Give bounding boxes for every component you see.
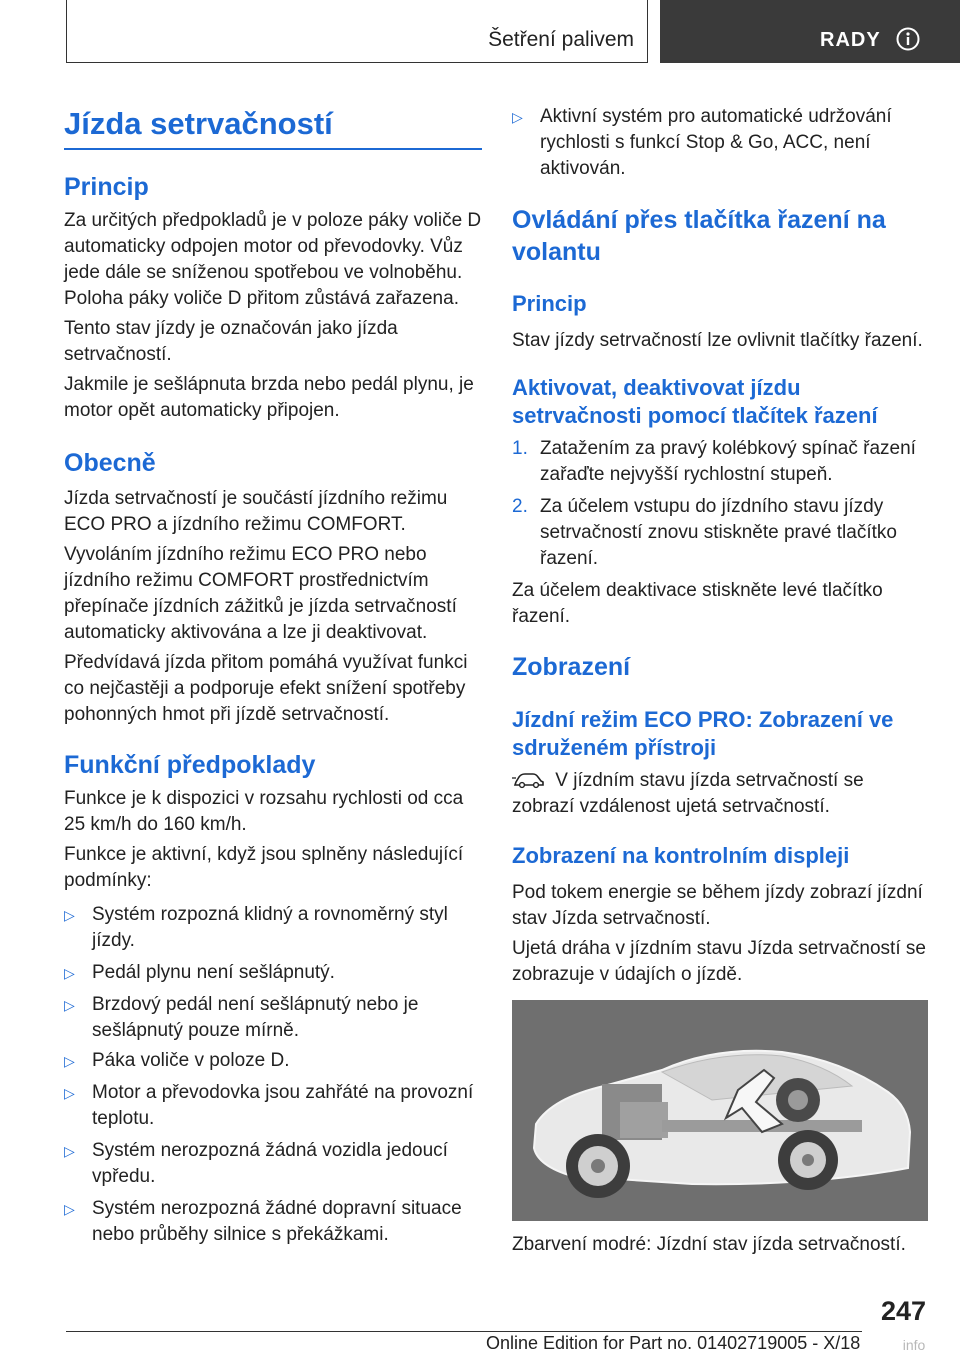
- info-icon: [896, 27, 920, 51]
- heading-aktivovat: Aktivovat, deaktivovat jízdu setrvačnosti pomocí tlačítek řazení: [512, 375, 878, 428]
- paragraph: Stav jízdy setrvačností lze ovlivnit tlačítky řazení.: [512, 330, 923, 351]
- paragraph: Předvídavá jízda přitom pomáhá využívat funkci co nejčastěji a podporuje efekt snížení spotřeby pohonných hmot při jízdě setrvačností.: [64, 652, 468, 725]
- heading-princip: Princip: [64, 173, 149, 201]
- paragraph: Ujetá dráha v jízdním stavu Jízda setrvačností se zobrazuje v údajích o jízdě.: [512, 938, 926, 985]
- page-title: Jízda setrvačností: [64, 106, 333, 141]
- figure-caption: Zbarvení modré: Jízdní stav jízda setrvačností.: [512, 1234, 906, 1255]
- list-item: ▷ Pedál plynu není sešlápnutý.: [64, 960, 482, 986]
- list-item: ▷ Systém nerozpozná žádná vozidla jedoucí vpředu.: [64, 1140, 448, 1187]
- triangle-bullet-icon: ▷: [64, 1053, 75, 1069]
- list-item: ▷ Páka voliče v poloze D.: [64, 1048, 482, 1074]
- list-item: ▷ Systém rozpozná klidný a rovnoměrný styl jízdy.: [64, 904, 448, 951]
- heading-obecne: Obecně: [64, 449, 156, 477]
- paragraph: Vyvoláním jízdního režimu ECO PRO nebo jízdního režimu COMFORT prostřednictvím přepínače jízdních zážitků je jízda setrvačností automaticky aktivována a lze ji deaktivovat.: [64, 544, 457, 643]
- triangle-bullet-icon: ▷: [64, 997, 75, 1013]
- header-brand-bar: [660, 0, 960, 63]
- car-drivetrain-illustration: [512, 1000, 928, 1221]
- heading-princip-2: Princip: [512, 291, 587, 316]
- triangle-bullet-icon: ▷: [64, 1143, 75, 1159]
- step-item: 1. Zatažením za pravý kolébkový spínač řazení zařaďte nejvyšší rychlostní stupeň.: [512, 438, 916, 485]
- edition-footer: Online Edition for Part no. 01402719005 - X/18: [486, 1333, 861, 1353]
- paragraph: Pod tokem energie se během jízdy zobrazí jízdní stav Jízda setrvačností.: [512, 882, 923, 929]
- step-item: 2. Za účelem vstupu do jízdního stavu jízdy setrvačností znovu stiskněte pravé tlačítko řazení.: [512, 496, 897, 569]
- paragraph: Jízda setrvačností je součástí jízdního režimu ECO PRO a jízdního režimu COMFORT.: [64, 488, 448, 535]
- svg-text:info: info: [902, 1337, 926, 1353]
- triangle-bullet-icon: ▷: [64, 965, 75, 981]
- list-item: ▷ Aktivní systém pro automatické udržování rychlosti s funkcí Stop & Go, ACC, není aktivován.: [512, 106, 892, 179]
- brand-label: RADY: [820, 29, 881, 51]
- heading-zobrazeni: Zobrazení: [512, 653, 631, 681]
- triangle-bullet-icon: ▷: [64, 907, 75, 923]
- triangle-bullet-icon: ▷: [512, 109, 523, 125]
- triangle-bullet-icon: ▷: [64, 1085, 75, 1101]
- list-item: ▷ Systém nerozpozná žádné dopravní situace nebo průběhy silnice s překážkami.: [64, 1198, 462, 1245]
- section-title: Šetření palivem: [488, 28, 634, 51]
- heading-predpoklady: Funkční předpoklady: [64, 751, 316, 779]
- list-item: ▷ Brzdový pedál není sešlápnutý nebo je sešlápnutý pouze mírně.: [64, 994, 419, 1041]
- coasting-car-icon: [512, 769, 546, 789]
- heading-eco-pro: Jízdní režim ECO PRO: Zobrazení ve sdruženém přístroji: [512, 707, 894, 760]
- paragraph: Za účelem deaktivace stiskněte levé tlačítko řazení.: [512, 580, 883, 627]
- triangle-bullet-icon: ▷: [64, 1201, 75, 1217]
- paragraph: Funkce je aktivní, když jsou splněny následující podmínky:: [64, 844, 464, 891]
- paragraph: Tento stav jízdy je označován jako jízda setrvačností.: [64, 318, 398, 365]
- heading-display: Zobrazení na kontrolním displeji: [512, 843, 850, 868]
- paragraph: Jakmile je sešlápnuta brzda nebo pedál plynu, je motor opět automaticky připojen.: [64, 374, 474, 421]
- paragraph: V jízdním stavu jízda setrvačností se zobrazí vzdálenost ujetá setrvačností.: [512, 770, 864, 817]
- paragraph: Funkce je k dispozici v rozsahu rychlosti od cca 25 km/h do 160 km/h.: [64, 788, 464, 835]
- title-rule: [64, 148, 482, 150]
- page-number: 247: [880, 1296, 926, 1326]
- watermark-logo: [868, 1326, 960, 1362]
- heading-ovladani: Ovládání přes tlačítka řazení na volantu: [512, 206, 886, 266]
- paragraph: Za určitých předpokladů je v poloze páky voliče D automaticky odpojen motor od převodovky. Vůz jede dále se sníženou spotřebou ve volnoběhu. Poloha páky voliče D přitom zůstává zařazena.: [64, 210, 482, 309]
- car-drawing: [512, 1000, 928, 1221]
- footer-rule: [66, 1331, 862, 1332]
- list-item: ▷ Motor a převodovka jsou zahřáté na provozní teplotu.: [64, 1082, 474, 1129]
